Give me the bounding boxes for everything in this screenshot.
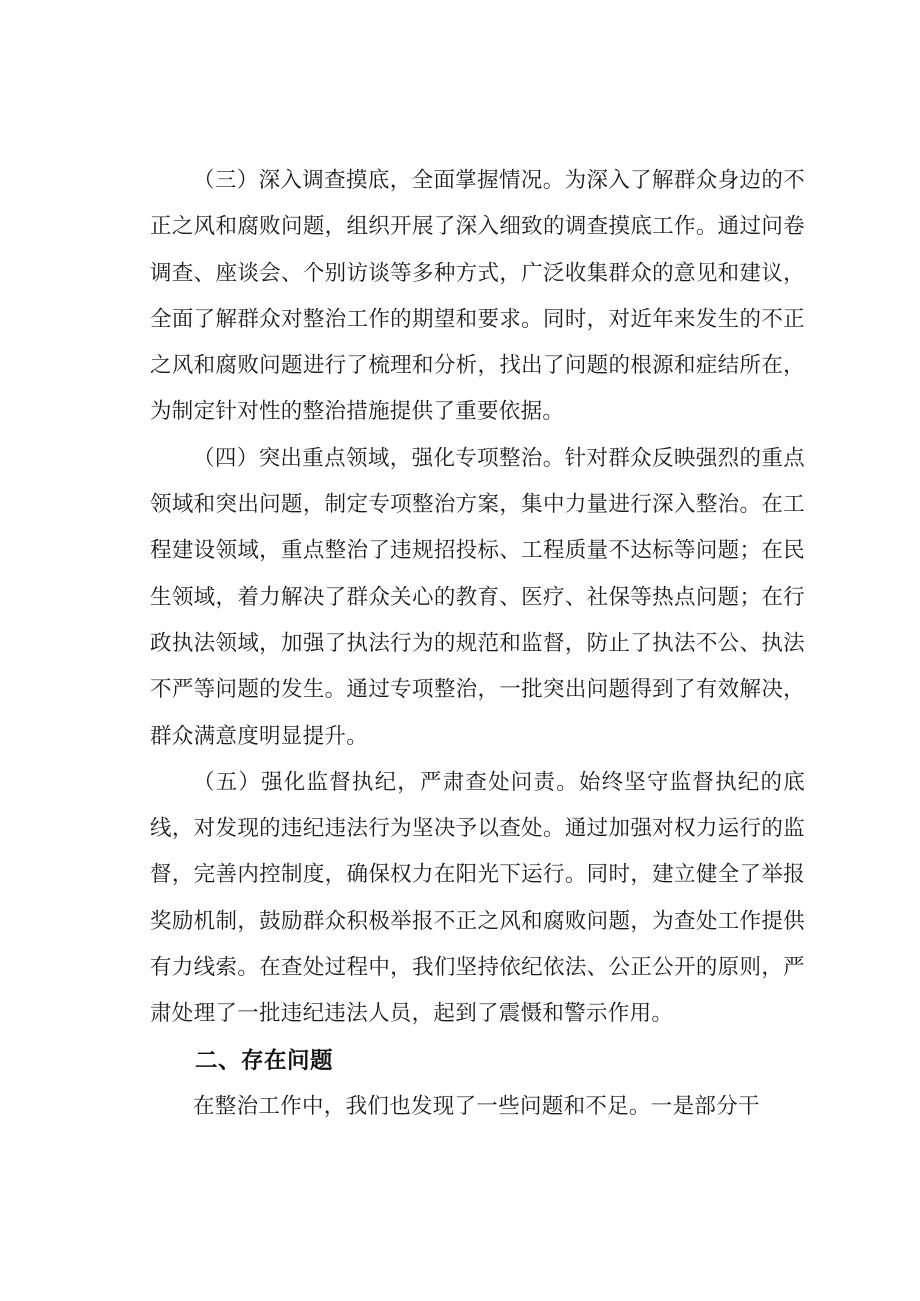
paragraph-problems-intro: 在整治工作中，我们也发现了一些问题和不足。一是部分干 [193, 1093, 760, 1119]
section-heading-problems: 二、存在问题 [195, 1047, 334, 1074]
paragraph-key-areas: （四）突出重点领域，强化专项整治。针对群众反映强烈的重点领域和突出问题，制定专项整治方案，集中力量进行深入整治。在工程建设领域，重点整治了违规招投标、工程质量不达标等问题；在民生领域，着力解决了群众关心的教育、医疗、社保等热点问题；在行政执法领域，加强了执法行为的规范和监督，防止了执法不公、执法不严等问题的发生。通过专项整治，一批突出问题得到了有效解决，群众满意度明显提升。 [150, 445, 805, 749]
paragraph-supervision: （五）强化监督执纪，严肃查处问责。始终坚守监督执纪的底线，对发现的违纪违法行为坚决予以查处。通过加强对权力运行的监督，完善内控制度，确保权力在阳光下运行。同时，建立健全了举报奖励机制，鼓励群众积极举报不正之风和腐败问题，为查处工作提供有力线索。在查处过程中，我们坚持依纪依法、公正公开的原则，严肃处理了一批违纪违法人员，起到了震慑和警示作用。 [150, 769, 805, 1027]
paragraph-investigation: （三）深入调查摸底，全面掌握情况。为深入了解群众身边的不正之风和腐败问题，组织开展了深入细致的调查摸底工作。通过问卷调查、座谈会、个别访谈等多种方式，广泛收集群众的意见和建议，全面了解群众对整治工作的期望和要求。同时，对近年来发生的不正之风和腐败问题进行了梳理和分析，找出了问题的根源和症结所在，为制定针对性的整治措施提供了重要依据。 [150, 168, 805, 425]
document-body [150, 158, 805, 1130]
